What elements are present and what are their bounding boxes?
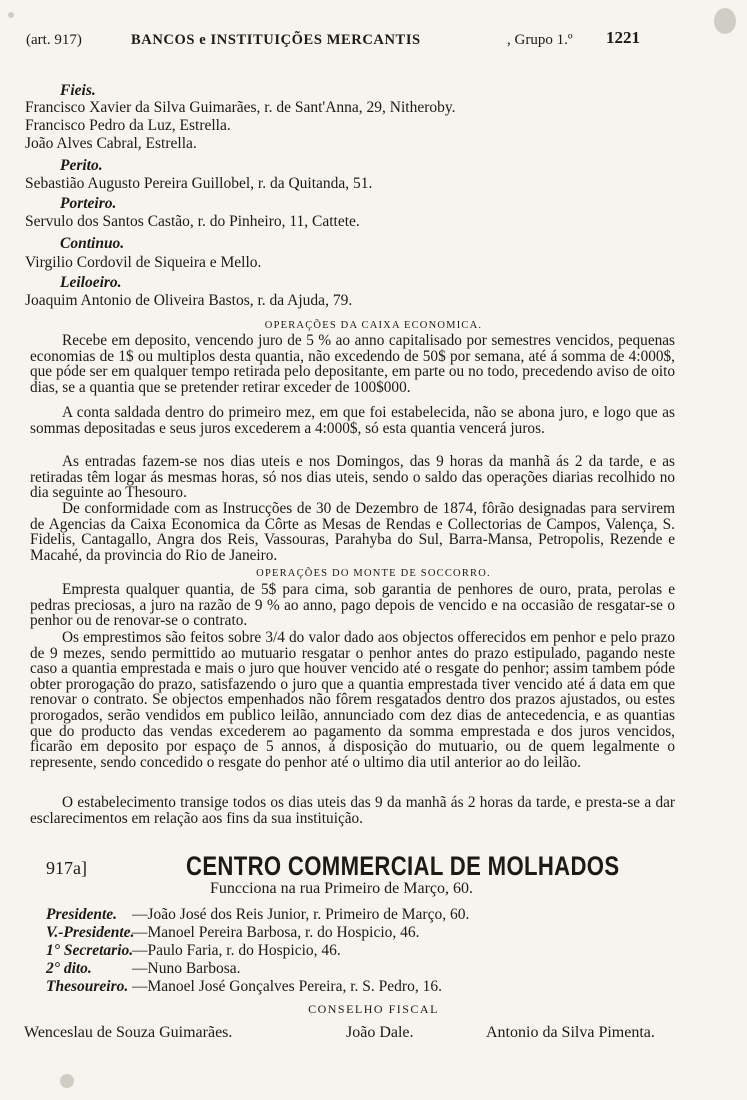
staff-entry: Joaquim Antonio de Oliveira Bastos, r. da Ajuda, 79.: [25, 292, 353, 309]
role-heading: Perito.: [60, 157, 103, 174]
staff-entry: Francisco Xavier da Silva Guimarães, r. de Sant'Anna, 29, Nitheroby.: [25, 99, 456, 116]
caixa-paragraph: As entradas fazem-se nos dias uteis e nos Domingos, das 9 horas da manhã ás 2 da tarde, e as retiradas têm logar ás mesmas horas, só nos dias uteis, sendo o saldo das operações diarias recolhido no dia seguinte ao Thesouro.: [30, 453, 675, 502]
conselho-member: Antonio da Silva Pimenta.: [486, 1024, 655, 1041]
role-heading: Leiloeiro.: [60, 274, 122, 291]
monte-paragraph: O estabelecimento transige todos os dias uteis das 9 da manhã ás 2 horas da tarde, e presta-se a dar esclarecimentos em relação aos fins da sua instituição.: [30, 794, 675, 827]
staff-entry: Sebastião Augusto Pereira Guillobel, r. da Quitanda, 51.: [25, 175, 373, 192]
institution-address: Funcciona na rua Primeiro de Março, 60.: [210, 880, 474, 897]
officer-label: 2° dito.: [46, 960, 92, 977]
officer-label: Presidente.: [46, 906, 118, 923]
page-number: 1221: [606, 28, 640, 47]
running-title: BANCOS e INSTITUIÇÕES MERCANTIS: [131, 32, 421, 48]
officer-value: —Manoel José Gonçalves Pereira, r. S. Pedro, 16.: [132, 978, 442, 995]
officer-row: [46, 960, 241, 978]
officer-label: V.-Presidente.: [46, 924, 135, 941]
officer-row: [46, 906, 469, 924]
officer-label: Thesoureiro.: [46, 978, 129, 995]
article-reference: (art. 917): [26, 32, 82, 48]
caixa-paragraph: De conformidade com as Instrucções de 30 de Dezembro de 1874, fôrão designadas para servirem de Agencias da Caixa Economica da Côrte as Mesas de Rendas e Collectorias de Campos, Valença, S. Fidelis, Cantagallo, Angra dos Reis, Vassouras, Parahyba do Sul, Barra-Mansa, Petropolis, Rezende e Macahé, da provincia do Rio de Janeiro.: [30, 500, 675, 564]
officer-row: [46, 978, 442, 996]
caixa-paragraph: Recebe em deposito, vencendo juro de 5 % ao anno capitalisado por semestres vencidos, pequenas economias de 1$ ou multiplos desta quantia, não excedendo de 50$ por semana, até á somma de 4:000$, que póde ser em qualquer tempo retirada pelo depositante, em parte ou no todo, precedendo aviso de oito dias, se a quantia que se pretender retirar exceder de 100$000.: [30, 332, 675, 396]
officer-value: —Manoel Pereira Barbosa, r. do Hospicio, 46.: [132, 924, 420, 941]
staff-entry: Servulo dos Santos Castão, r. do Pinheiro, 11, Cattete.: [25, 213, 360, 230]
section-title-monte: OPERAÇÕES DO MONTE DE SOCCORRO.: [256, 568, 491, 579]
officer-value: —João José dos Reis Junior, r. Primeiro de Março, 60.: [132, 906, 470, 923]
staff-entry: João Alves Cabral, Estrella.: [25, 135, 197, 152]
caixa-paragraph: A conta saldada dentro do primeiro mez, em que foi estabelecida, não se abona juro, e logo que as sommas depositadas e seus juros excederem a 4:000$, só esta quantia vencerá juros.: [30, 404, 675, 437]
officer-value: —Paulo Faria, r. do Hospicio, 46.: [132, 942, 341, 959]
scan-speck: [60, 1074, 74, 1088]
monte-paragraph: Os emprestimos são feitos sobre 3/4 do valor dado aos objectos offerecidos em penhor e pelo prazo de 9 mezes, sendo permittido ao mutuario resgatar o penhor antes do prazo estipulado, pagando neste caso a quantia emprestada e mais o juro que houver vencido até o resgate do penhor; assim tambem póde obter prorogação do prazo, satisfazendo o juro que a quantia emprestada tiver vencido até á data em que renovar o contrato. Se objectos empenhados não fôrem resgatados dentro dos prazos ajustados, ou estes prorogados, serão vendidos em publico leilão, annunciado com dez dias de antecedencia, e as quantias que do producto das vendas excederem ao pagamento da somma emprestada e dos juros vencidos, ficarão em deposito por espaço de 5 annos, á disposição do mutuario, ou de quem legalmente o represente, sendo concedido o resgate do penhor até o ultimo dia util anterior ao do leilão.: [30, 629, 675, 771]
role-heading: Continuo.: [60, 235, 125, 252]
institution-title: CENTRO COMMERCIAL DE MOLHADOS: [186, 851, 620, 881]
officer-row: [46, 924, 420, 942]
staff-entry: Virgilio Cordovil de Siqueira e Mello.: [25, 254, 262, 271]
scan-speck: [8, 12, 14, 18]
conselho-member: João Dale.: [346, 1024, 414, 1041]
officer-value: —Nuno Barbosa.: [132, 960, 241, 977]
conselho-member: Wenceslau de Souza Guimarães.: [24, 1024, 233, 1041]
monte-paragraph: Empresta qualquer quantia, de 5$ para cima, sob garantia de penhores de ouro, prata, perolas e pedras preciosas, a juro na razão de 9 % ao anno, pago depois de vencido e na occasião de resgatar-se o penhor ou de renovar-se o contrato.: [30, 581, 675, 630]
conselho-fiscal-title: CONSELHO FISCAL: [308, 1002, 439, 1016]
scan-speck: [714, 8, 736, 34]
role-heading: Porteiro.: [60, 195, 117, 212]
officer-row: [46, 942, 341, 960]
role-heading: Fieis.: [60, 82, 96, 99]
officer-label: 1° Secretario.: [46, 942, 134, 959]
entry-number: 917a]: [46, 858, 87, 878]
group-label: , Grupo 1.º: [507, 32, 573, 48]
section-title-caixa: OPERAÇÕES DA CAIXA ECONOMICA.: [264, 320, 483, 331]
staff-entry: Francisco Pedro da Luz, Estrella.: [25, 117, 231, 134]
